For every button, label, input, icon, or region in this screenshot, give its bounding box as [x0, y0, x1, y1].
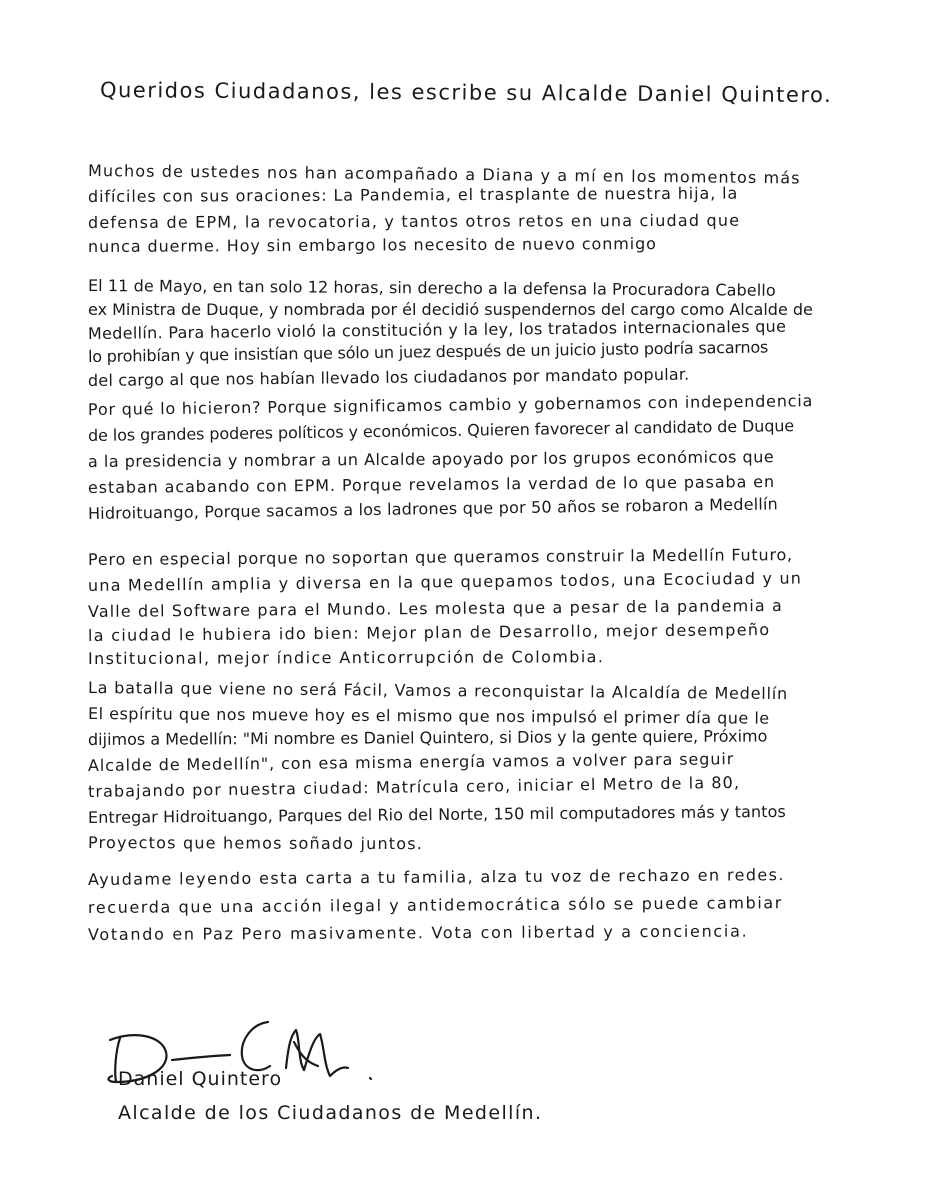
paragraph-line: Por qué lo hicieron? Porque significamos cambio y gobernamos con independencia: [87, 391, 814, 419]
paragraph-line: del cargo al que nos habían llevado los ciudadanos por mandato popular.: [87, 364, 690, 390]
paragraph-1: [88, 163, 868, 263]
paragraph-line: defensa de EPM, la revocatoria, y tantos otros retos en una ciudad que: [87, 210, 741, 232]
paragraph-line: Medellín. Para hacerlo violó la constitución y la ley, los tratados internacionales que: [87, 316, 787, 343]
paragraph-line: recuerda que una acción ilegal y antidemocrática sólo se puede cambiar: [87, 893, 784, 917]
paragraph-3: [87, 391, 868, 542]
paragraph-line: Institucional, mejor índice Anticorrupción de Colombia.: [87, 647, 605, 668]
paragraph-2: [88, 278, 868, 398]
signature-title: Alcalde de los Ciudadanos de Medellín.: [118, 1102, 543, 1124]
paragraph-line: de los grandes poderes políticos y económicos. Quieren favorecer al candidato de Duque: [87, 416, 795, 445]
paragraph-line: El espíritu que nos mueve hoy es el mismo que nos impulsó el primer día que le: [87, 704, 770, 728]
letter-greeting: Queridos Ciudadanos, les escribe su Alcalde Daniel Quintero.: [99, 78, 833, 108]
paragraph-line: ex Ministra de Duque, y nombrada por él decidió suspendernos del cargo como Alcalde de: [88, 300, 813, 319]
paragraph-line: la ciudad le hubiera ido bien: Mejor plan de Desarrollo, mejor desempeño: [87, 620, 771, 645]
paragraph-line: difíciles con sus oraciones: La Pandemia, el trasplante de nuestra hija, la: [87, 183, 739, 206]
paragraph-line: trabajando por nuestra ciudad: Matrícula cero, iniciar el Metro de la 80,: [87, 772, 741, 801]
paragraph-line: dijimos a Medellín: "Mi nombre es Daniel Quintero, si Dios y la gente quiere, Próximo: [87, 726, 768, 749]
paragraph-6: [87, 865, 868, 952]
paragraph-line: La batalla que viene no será Fácil, Vamos a reconquistar la Alcaldía de Medellín: [87, 678, 789, 704]
paragraph-line: Votando en Paz Pero masivamente. Vota con libertad y a conciencia.: [87, 921, 749, 944]
paragraph-line: Hidroituango, Porque sacamos a los ladrones que por 50 años se robaron a Medellín: [87, 494, 779, 523]
paragraph-line: a la presidencia y nombrar a un Alcalde apoyado por los grupos económicos que: [87, 447, 775, 471]
paragraph-5: [88, 680, 868, 860]
paragraph-line: estaban acabando con EPM. Porque revelamos la verdad de lo que pasaba en: [87, 472, 776, 497]
paragraph-line: lo prohibían y que insistían que sólo un juez después de un juicio justo podría sacarnos: [87, 337, 769, 366]
paragraph-4: [87, 545, 868, 672]
signature-name: Daniel Quintero: [118, 1068, 283, 1090]
paragraph-line: Proyectos que hemos soñado juntos.: [87, 833, 424, 854]
paragraph-line: El 11 de Mayo, en tan solo 12 horas, sin derecho a la defensa la Procuradora Cabello: [87, 276, 776, 300]
paragraph-line: Ayudame leyendo esta carta a tu familia, alza tu voz de rechazo en redes.: [87, 865, 785, 889]
paragraph-line: Entregar Hidroituango, Parques del Rio del Norte, 150 mil computadores más y tantos: [87, 801, 787, 827]
paragraph-line: Pero en especial porque no soportan que queramos construir la Medellín Futuro,: [87, 545, 793, 569]
paragraph-line: una Medellín amplia y diversa en la que quepamos todos, una Ecociudad y un: [87, 568, 803, 595]
paragraph-line: Alcalde de Medellín", con esa misma energía vamos a volver para seguir: [87, 749, 735, 775]
paragraph-line: Valle del Software para el Mundo. Les molesta que a pesar de la pandemia a: [87, 595, 783, 621]
paragraph-line: Muchos de ustedes nos han acompañado a Diana y a mí en los momentos más: [87, 161, 801, 188]
paragraph-line: nunca duerme. Hoy sin embargo los necesito de nuevo conmigo: [87, 234, 657, 256]
